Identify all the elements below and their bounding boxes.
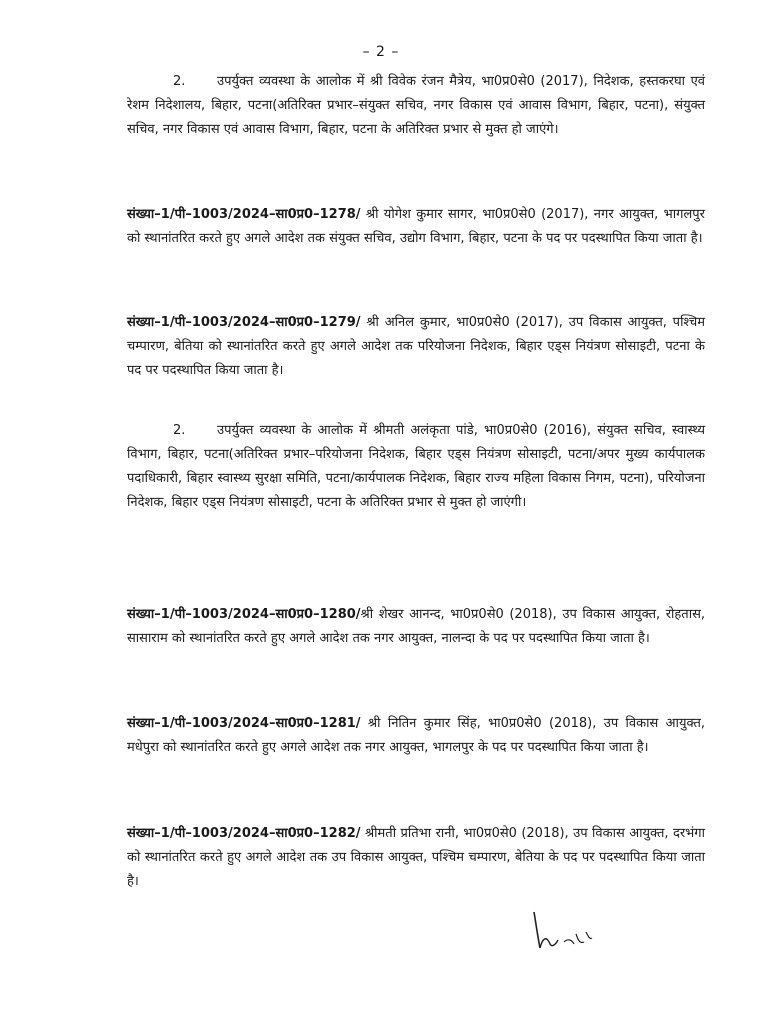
order-text: श्री नितिन कुमार सिंह, भा0प्र0से0 (2018), उप विकास आयुक्त, मधेपुरा को स्थानांतरित करते हुए अगले आदेश तक नगर आयुक्त, भागलपुर के पद पर पदस्थापित किया जाता है। [127,716,705,755]
order-reference: संख्या–1/पी–1003/2024–सा0प्र0–1280/ [127,607,361,622]
order-1282 [127,822,705,894]
order-1279 [127,311,705,383]
page-number: – 2 – [362,44,400,60]
handwritten-signature [528,904,598,956]
order-text: श्री अनिल कुमार, भा0प्र0से0 (2017), उप विकास आयुक्त, पश्चिम चम्पारण, बेतिया को स्थानांतरित करते हुए अगले आदेश तक परियोजना निदेशक, बिहार एड्स नियंत्रण सोसाइटी, पटना के पद पर पदस्थापित किया जाता है। [127,315,705,378]
order-1280 [127,603,705,651]
paragraph-number: 2. [173,423,186,438]
order-text: श्री शेखर आनन्द, भा0प्र0से0 (2018), उप विकास आयुक्त, रोहतास, सासाराम को स्थानांतरित करते हुए अगले आदेश तक नगर आयुक्त, नालन्दा के पद पर पदस्थापित किया जाता है। [127,607,705,646]
order-1278 [127,203,705,251]
order-1281 [127,712,705,760]
paragraph-text: उपर्युक्त व्यवस्था के आलोक में श्रीमती अलंकृता पांडे, भा0प्र0से0 (2016), संयुक्त सचिव, स्वास्थ्य विभाग, बिहार, पटना(अतिरिक्त प्रभार–परियोजना निदेशक, बिहार एड्स नियंत्रण सोसाइटी, पटना/अपर मुख्य कार्यपालक पदाधिकारी, बिहार स्वास्थ्य सुरक्षा समिति, पटना/कार्यपालक निदेशक, बिहार राज्य महिला विकास निगम, पटना), परियोजना निदेशक, बिहार एड्स नियंत्रण सोसाइटी, पटना के अतिरिक्त प्रभार से मुक्त हो जाएंगी। [127,423,705,510]
order-reference: संख्या–1/पी–1003/2024–सा0प्र0–1278/ [127,207,361,222]
paragraph-number: 2. [173,74,186,89]
paragraph-text: उपर्युक्त व्यवस्था के आलोक में श्री विवेक रंजन मैत्रेय, भा0प्र0से0 (2017), निदेशक, हस्तकरघा एवं रेशम निदेशालय, बिहार, पटना(अतिरिक्त प्रभार–संयुक्त सचिव, नगर विकास एवं आवास विभाग, बिहार, पटना), संयुक्त सचिव, नगर विकास एवं आवास विभाग, बिहार, पटना के अतिरिक्त प्रभार से मुक्त हो जाएंगे। [127,74,705,137]
order-text: श्रीमती प्रतिभा रानी, भा0प्र0से0 (2018), उप विकास आयुक्त, दरभंगा को स्थानांतरित करते हुए अगले आदेश तक उप विकास आयुक्त, पश्चिम चम्पारण, बेतिया के पद पर पदस्थापित किया जाता है। [127,826,705,889]
order-reference: संख्या–1/पी–1003/2024–सा0प्र0–1279/ [127,315,361,330]
order-reference: संख्या–1/पी–1003/2024–सा0प्र0–1281/ [127,716,361,731]
order-text: श्री योगेश कुमार सागर, भा0प्र0से0 (2017), नगर आयुक्त, भागलपुर को स्थानांतरित करते हुए अगले आदेश तक संयुक्त सचिव, उद्योग विभाग, बिहार, पटना के पद पर पदस्थापित किया जाता है। [127,207,705,246]
paragraph-relief-maitreya [127,70,705,142]
order-reference: संख्या–1/पी–1003/2024–सा0प्र0–1282/ [127,826,361,841]
paragraph-relief-pandey [127,419,705,515]
